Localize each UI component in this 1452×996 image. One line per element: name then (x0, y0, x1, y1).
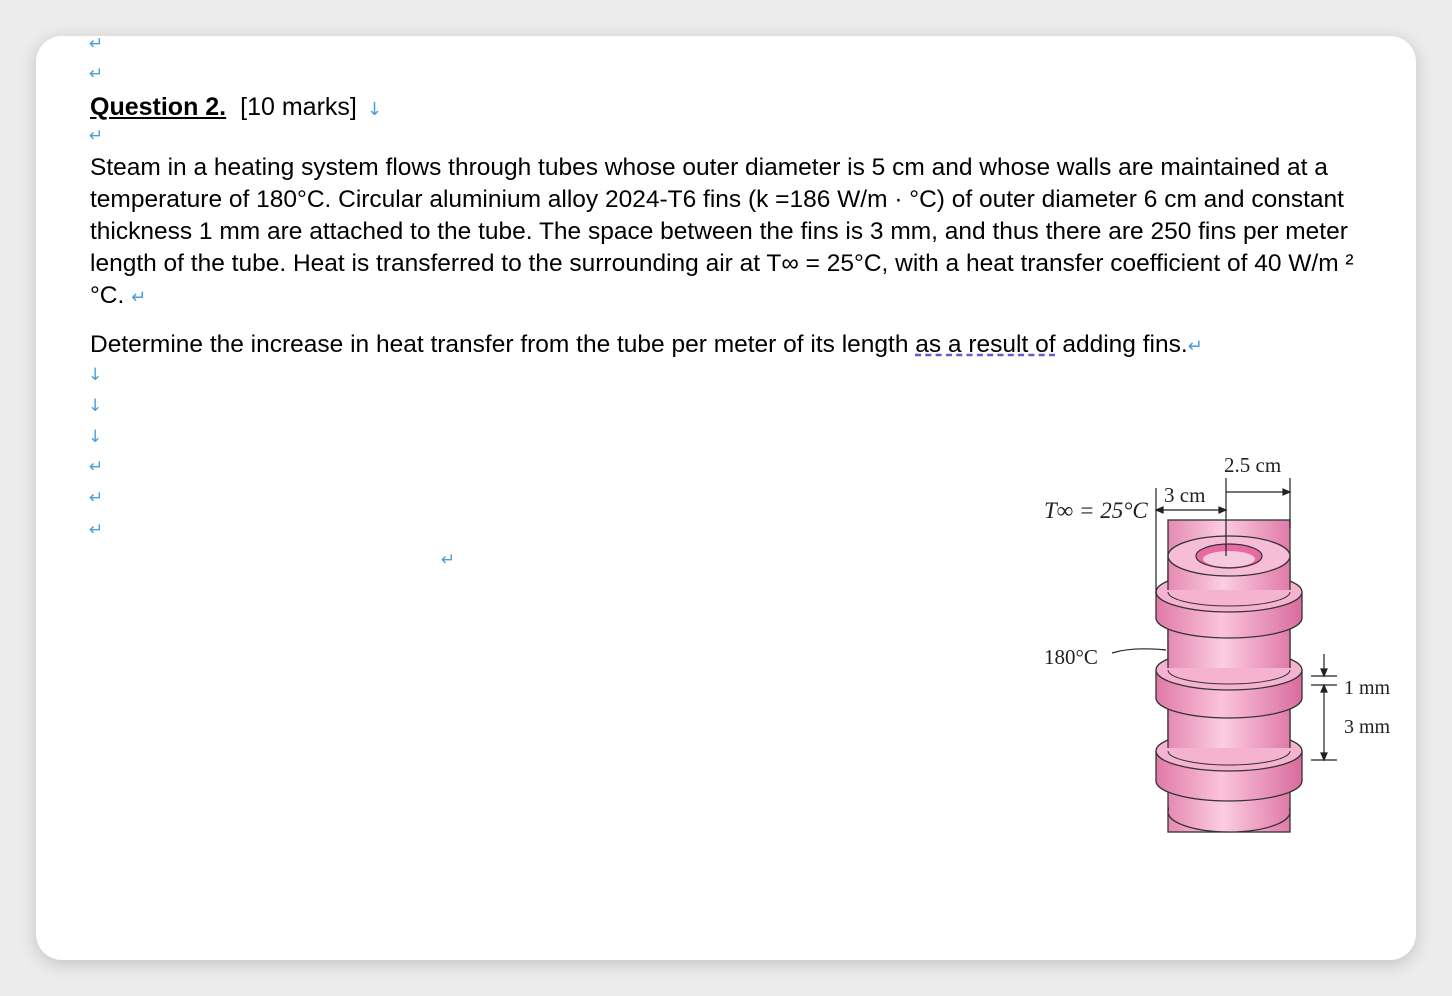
ambient-temp-label: T∞ = 25°C (1044, 498, 1148, 523)
question-label: Question 2. (90, 93, 227, 121)
problem-text: Steam in a heating system flows through tubes whose outer diameter is 5 cm and whose walls are maintained at a temperature of 180°C. Circular aluminium alloy 2024-T6 fins (k =186 W/m · °C) of outer diameter 6 cm and constant thickness 1 mm are attached to the tube. The space between the fins is 3 mm, and thus there are 250 fins per meter length of the tube. Heat is transferred to the surrounding air at T∞ = 25°C, with a heat transfer coefficient of 40 W/m ² °C. (90, 154, 1354, 309)
line-break-mark: ↓ (88, 365, 103, 385)
paragraph-mark: ↵ (441, 550, 456, 570)
problem-paragraph (90, 152, 1360, 314)
paragraph-mark: ↵ (89, 126, 104, 146)
question-marks: [10 marks] (240, 93, 357, 121)
grammar-flag-phrase[interactable]: as a result of (915, 331, 1056, 358)
task-paragraph (90, 329, 1360, 363)
paragraph-mark: ↵ (131, 287, 147, 308)
paragraph-mark: ↵ (89, 34, 104, 54)
dim-2-5cm-label: 2.5 cm (1224, 453, 1282, 477)
paragraph-mark: ↵ (89, 488, 104, 508)
fin-spacing-label: 3 mm (1344, 716, 1391, 738)
task-text-after: adding fins. (1055, 331, 1188, 358)
document-page (36, 36, 1416, 960)
paragraph-mark: ↵ (89, 64, 104, 84)
task-text-before: Determine the increase in heat transfer from the tube per meter of its length (90, 331, 916, 358)
paragraph-mark: ↵ (1187, 336, 1203, 357)
question-heading (90, 93, 382, 122)
finned-tube-figure (998, 408, 1391, 828)
wall-temp-label: 180°C (1044, 645, 1098, 669)
paragraph-mark: ↵ (89, 457, 104, 477)
paragraph-mark: ↵ (89, 520, 104, 540)
dim-3cm-label: 3 cm (1164, 483, 1206, 507)
line-break-mark: ↓ (366, 99, 382, 120)
tube-top-segment (1168, 536, 1290, 590)
line-break-mark: ↓ (88, 427, 103, 447)
fin-thickness-label: 1 mm (1344, 677, 1391, 699)
line-break-mark: ↓ (88, 396, 103, 416)
